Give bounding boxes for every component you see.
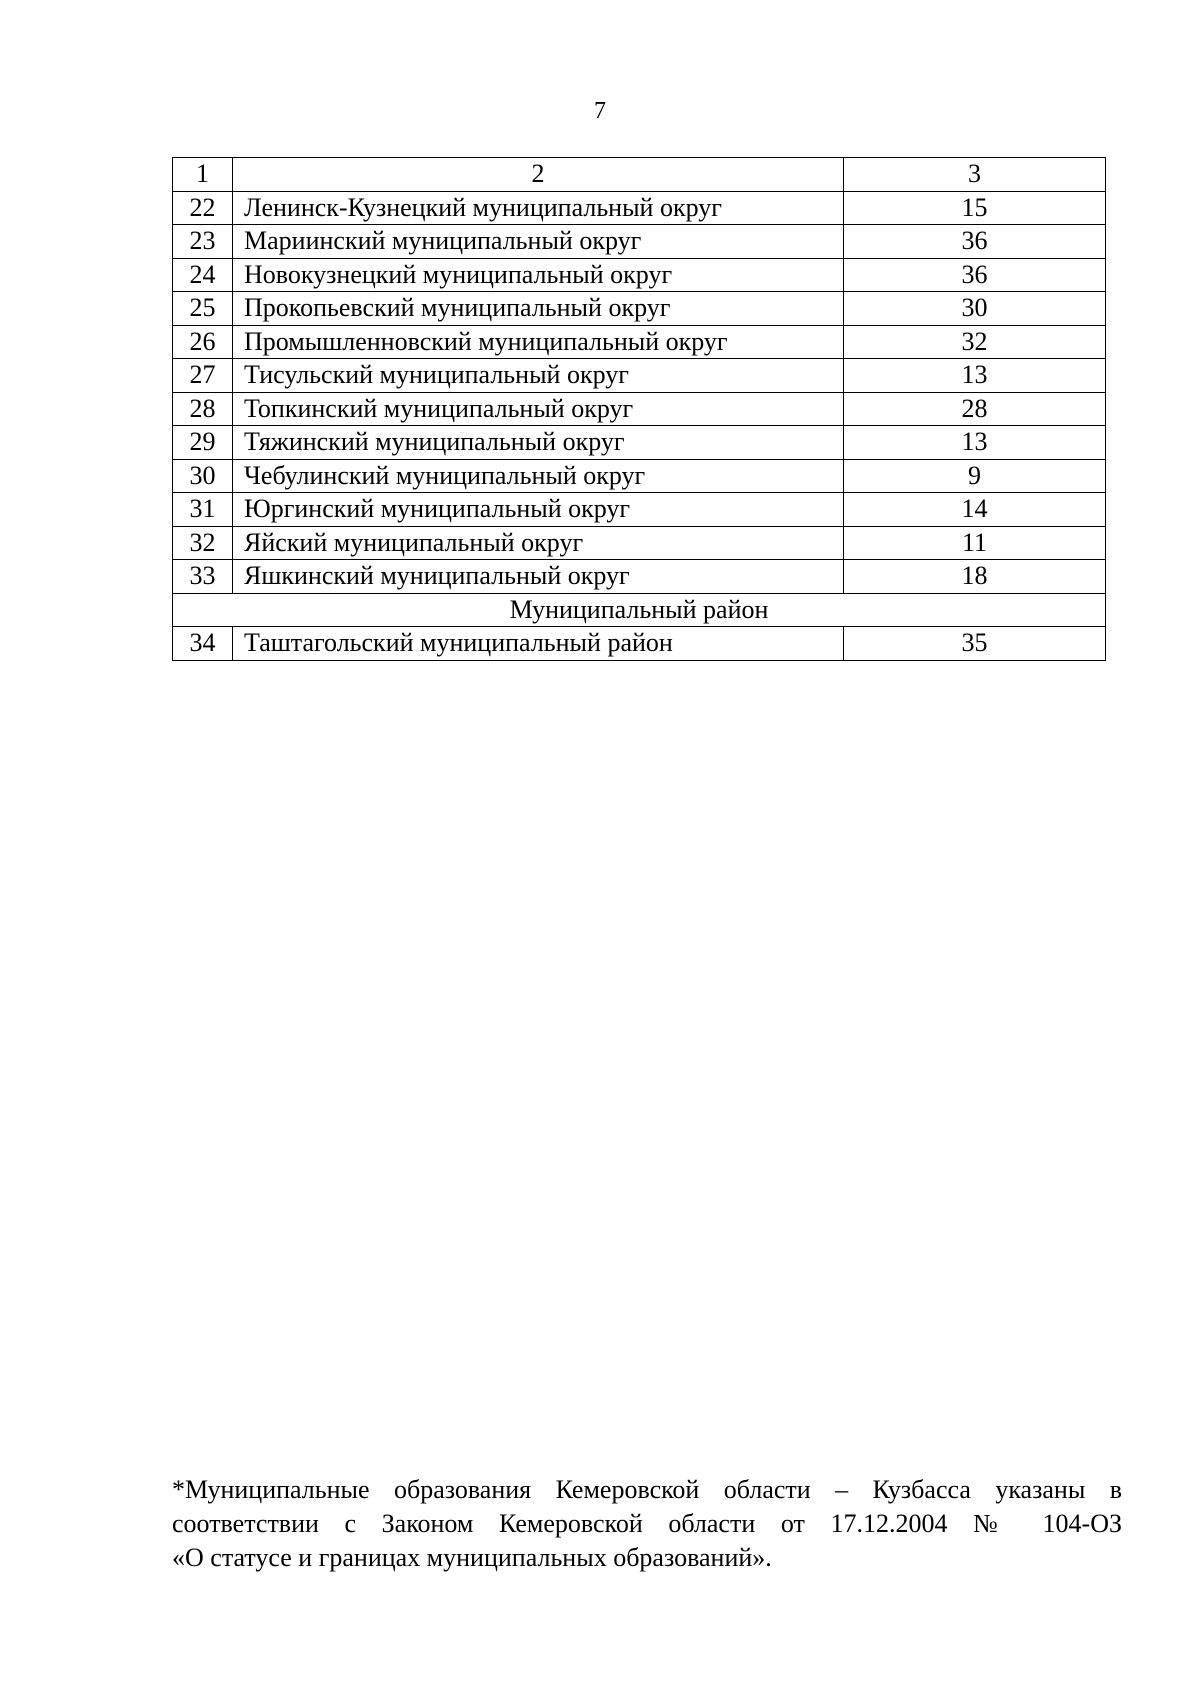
row-number: 32: [173, 526, 233, 560]
row-name: Ленинск-Кузнецкий муниципальный округ: [233, 191, 844, 225]
row-number: 33: [173, 560, 233, 594]
row-name: Таштагольский муниципальный район: [233, 627, 844, 661]
row-value: 13: [844, 359, 1106, 393]
row-value: 36: [844, 225, 1106, 259]
section-header-row: [173, 593, 1106, 627]
row-name: Яшкинский муниципальный округ: [233, 560, 844, 594]
row-number: 26: [173, 325, 233, 359]
row-value: 14: [844, 493, 1106, 527]
table-row: [173, 627, 1106, 661]
row-name: Промышленновский муниципальный округ: [233, 325, 844, 359]
header-cell-value: 3: [844, 158, 1106, 192]
row-name: Тисульский муниципальный округ: [233, 359, 844, 393]
row-value: 35: [844, 627, 1106, 661]
row-number: 27: [173, 359, 233, 393]
table-row: [173, 325, 1106, 359]
table-row: [173, 292, 1106, 326]
row-number: 30: [173, 459, 233, 493]
table-row: [173, 359, 1106, 393]
row-name: Чебулинский муниципальный округ: [233, 459, 844, 493]
row-name: Яйский муниципальный округ: [233, 526, 844, 560]
table-row: [173, 459, 1106, 493]
row-value: 36: [844, 258, 1106, 292]
row-value: 18: [844, 560, 1106, 594]
row-number: 25: [173, 292, 233, 326]
row-number: 34: [173, 627, 233, 661]
table-row: [173, 426, 1106, 460]
row-value: 32: [844, 325, 1106, 359]
footnote-line: «О статусе и границах муниципальных образований».: [172, 1543, 772, 1572]
row-name: Юргинский муниципальный округ: [233, 493, 844, 527]
table-row: [173, 191, 1106, 225]
row-value: 11: [844, 526, 1106, 560]
table-row: [173, 493, 1106, 527]
row-number: 22: [173, 191, 233, 225]
row-name: Мариинский муниципальный округ: [233, 225, 844, 259]
row-value: 28: [844, 392, 1106, 426]
row-value: 30: [844, 292, 1106, 326]
row-name: Тяжинский муниципальный округ: [233, 426, 844, 460]
table-row: [173, 526, 1106, 560]
row-number: 23: [173, 225, 233, 259]
table-row: [173, 258, 1106, 292]
row-number: 28: [173, 392, 233, 426]
row-name: Новокузнецкий муниципальный округ: [233, 258, 844, 292]
table-row: [173, 225, 1106, 259]
row-value: 15: [844, 191, 1106, 225]
section-title: Муниципальный район: [173, 593, 1106, 627]
table-row: [173, 560, 1106, 594]
table-header-row: [173, 158, 1106, 192]
row-number: 24: [173, 258, 233, 292]
municipalities-table: [172, 157, 1106, 661]
row-name: Топкинский муниципальный округ: [233, 392, 844, 426]
footnote-line: соответствии с Законом Кемеровской области от 17.12.2004 № 104-ОЗ: [172, 1509, 1122, 1538]
footnote: [172, 1473, 1122, 1575]
row-number: 31: [173, 493, 233, 527]
row-number: 29: [173, 426, 233, 460]
header-cell-name: 2: [233, 158, 844, 192]
row-value: 13: [844, 426, 1106, 460]
row-name: Прокопьевский муниципальный округ: [233, 292, 844, 326]
footnote-line: *Муниципальные образования Кемеровской области – Кузбасса указаны в: [172, 1475, 1122, 1504]
header-cell-number: 1: [173, 158, 233, 192]
page-number: 7: [594, 98, 606, 124]
row-value: 9: [844, 459, 1106, 493]
table-row: [173, 392, 1106, 426]
